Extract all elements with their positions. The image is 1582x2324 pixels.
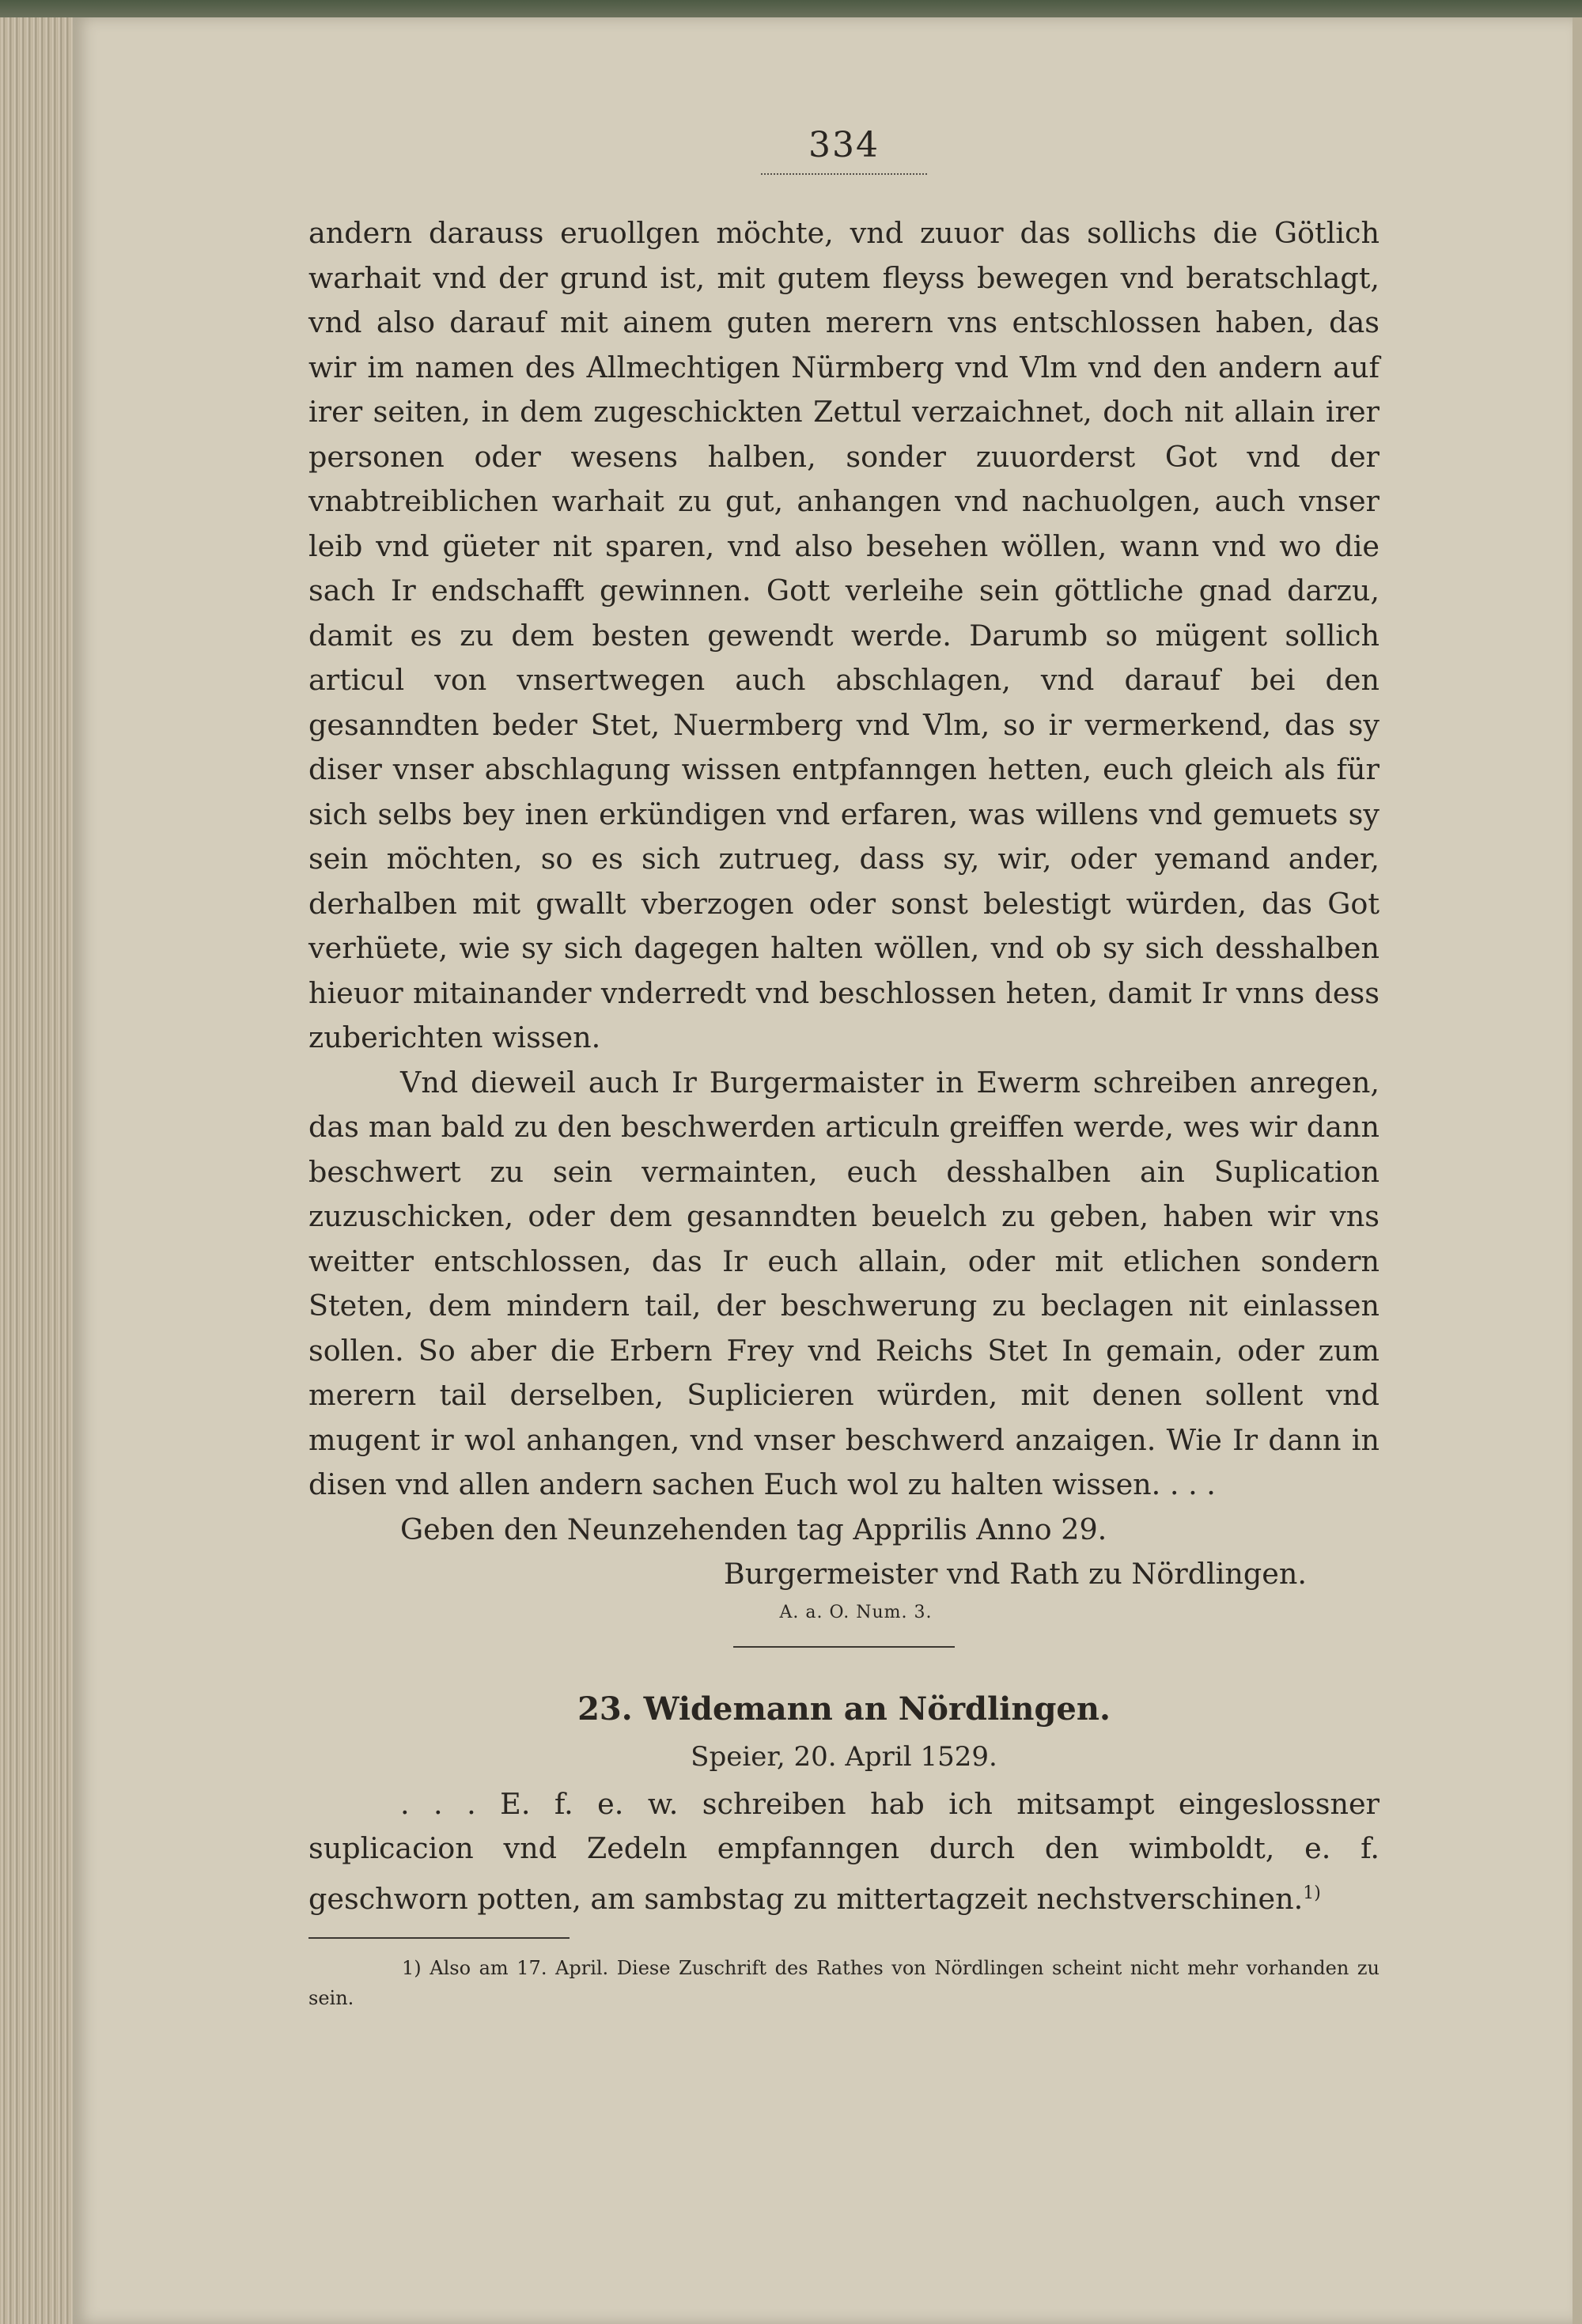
footnote-marker: 1) bbox=[402, 1957, 422, 1980]
footnote-divider bbox=[308, 1937, 570, 1939]
book-top-edge bbox=[0, 0, 1582, 17]
source-reference: A. a. O. Num. 3. bbox=[779, 1602, 933, 1622]
section-divider bbox=[733, 1646, 955, 1648]
letter-paragraph-2: Vnd dieweil auch Ir Burgermaister in Ewerm schreiben anregen, das man bald zu den beschwerden articuln greiffen werde, wes wir dann beschwert zu sein vermainten, euch desshalben ain Suplication zuzuschicken, oder dem gesanndten beuelch zu geben, haben wir vns weitter entschlossen, das Ir euch allain, oder mit etlichen sondern Steten, dem mindern tail, der beschwerung zu beclagen nit einlassen sollen. So aber die Erbern Frey vnd Reichs Stet In gemain, oder zum merern tail derselben, Suplicieren würden, mit denen sollent vnd mugent ir wol anhangen, vnd vnser beschwerd anzaigen. Wie Ir dann in disen vnd allen andern sachen Euch wol zu halten wissen. . . . bbox=[308, 1065, 1380, 1501]
section-place-date: Speier, 20. April 1529. bbox=[691, 1740, 997, 1773]
footnote-text: Also am 17. April. Diese Zuschrift des Rathes von Nördlingen scheint nicht mehr vorhanden zu sein. bbox=[308, 1957, 1380, 2010]
footnote-reference: 1) bbox=[1303, 1883, 1321, 1903]
book-right-edge bbox=[1573, 17, 1582, 2324]
section-paragraph bbox=[308, 1782, 1380, 1922]
letter-paragraph-1: andern darauss eruollgen möchte, vnd zuuor das sollichs die Götlich warhait vnd der grund ist, mit gutem fleyss bewegen vnd beratschlagt, vnd also darauf mit ainem guten merern vns entschlossen haben, das wir im namen des Allmechtigen Nürmberg vnd Vlm vnd den andern auf irer seiten, in dem zugeschickten Zettul verzaichnet, doch nit allain irer personen oder wesens halben, sonder zuuorderst Got vnd der vnabtreiblichen warhait zu gut, anhangen vnd nachuolgen, auch vnser leib vnd güeter nit sparen, vnd also besehen wöllen, wann vnd wo die sach Ir endschafft gewinnen. Gott verleihe sein göttliche gnad darzu, damit es zu dem besten gewendt werde. Darumb so mügent sollich articul von vnsertwegen auch abschlagen, vnd darauf bei den gesanndten beder Stet, Nuermberg vnd Vlm, so ir vermerkend, das sy diser vnser abschlagung wissen entpfanngen hetten, euch gleich als für sich selbs bey inen erkündigen vnd erfaren, was willens vnd gemuets sy sein möchten, so es sich zutrueg, dass sy, wir, oder yemand ander, derhalben mit gwallt vberzogen oder sonst belestigt würden, das Got verhüete, wie sy sich dagegen halten wöllen, vnd ob sy sich desshalben hieuor mitainander vnderredt vnd beschlossen heten, damit Ir vnns dess zuberichten wissen. bbox=[308, 216, 1380, 1054]
page-content bbox=[308, 119, 1380, 2013]
letter-signature: Burgermeister vnd Rath zu Nördlingen. bbox=[723, 1557, 1307, 1591]
page-number-ornament bbox=[761, 167, 927, 175]
section-title: 23. Widemann an Nördlingen. bbox=[577, 1690, 1111, 1728]
section-text: . . . E. f. e. w. schreiben hab ich mitsampt eingeslossner suplicacion vnd Zedeln empfanngen durch den wimboldt, e. f. geschworn potten, am sambstag zu mittertagzeit nechstverschinen. bbox=[308, 1786, 1380, 1916]
letter-closing-date: Geben den Neunzehenden tag Apprilis Anno 29. bbox=[400, 1512, 1107, 1546]
page-number: 334 bbox=[808, 125, 880, 165]
footnote bbox=[308, 1953, 1380, 2013]
page-stack-edge bbox=[0, 17, 73, 2324]
